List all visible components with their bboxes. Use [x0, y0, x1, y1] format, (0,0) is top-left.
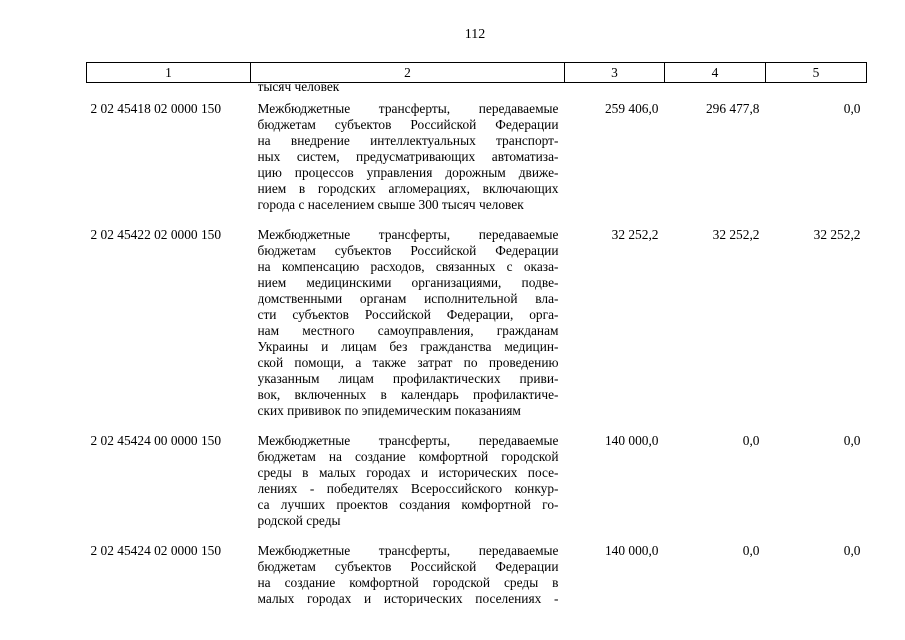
- budget-code: 2 02 45424 00 0000 150: [90, 433, 222, 448]
- description-line: родской среды: [257, 513, 341, 528]
- amount-col5: 0,0: [843, 543, 861, 558]
- amount-col4: 0,0: [742, 433, 760, 448]
- page-number: 112: [464, 27, 486, 42]
- budget-code: 2 02 45418 02 0000 150: [90, 101, 222, 116]
- header-col-3: 3: [565, 63, 665, 83]
- amount-col4: 296 477,8: [705, 101, 760, 116]
- continuation-row: [87, 83, 867, 96]
- amount-col5: 0,0: [843, 433, 861, 448]
- amount-col3: 259 406,0: [604, 101, 659, 116]
- description-line: нием в городских агломерациях, включающих: [257, 181, 559, 196]
- amount-col3: 140 000,0: [604, 543, 659, 558]
- amount-col4: 32 252,2: [712, 227, 760, 242]
- row-description: [251, 423, 565, 533]
- description-line: нам местного самоуправления, гражданам: [257, 323, 559, 338]
- row-description: [251, 533, 565, 611]
- description-line: Межбюджетные трансферты, передаваемые: [257, 101, 559, 116]
- description-line: вок, включенных в календарь профилактиче-: [257, 387, 559, 402]
- row-description: [251, 217, 565, 423]
- description-line: ских прививок по эпидемическим показаниям: [257, 403, 521, 418]
- header-row: [87, 63, 867, 83]
- description-line: цию процессов управления дорожным движе-: [257, 165, 559, 180]
- table-body: [87, 83, 867, 612]
- description-line: малых городах и исторических поселениях -: [257, 591, 559, 606]
- description-line: бюджетам на создание комфортной городской: [257, 449, 559, 464]
- budget-code: 2 02 45424 02 0000 150: [90, 543, 222, 558]
- description-line: Межбюджетные трансферты, передаваемые: [257, 227, 559, 242]
- description-line: Межбюджетные трансферты, передаваемые: [257, 543, 559, 558]
- amount-col4: 0,0: [742, 543, 760, 558]
- row-description: [251, 95, 565, 217]
- table-row: [87, 533, 867, 611]
- table-row: [87, 423, 867, 533]
- description-line: на компенсацию расходов, связанных с оказа-: [257, 259, 559, 274]
- table-row: [87, 95, 867, 217]
- description-line: бюджетам субъектов Российской Федерации: [257, 559, 559, 574]
- description-line: нием медицинскими организациями, подве-: [257, 275, 559, 290]
- amount-col3: 32 252,2: [611, 227, 659, 242]
- header-col-1: 1: [87, 63, 251, 83]
- description-line: Межбюджетные трансферты, передаваемые: [257, 433, 559, 448]
- amount-col5: 32 252,2: [813, 227, 861, 242]
- description-line: сти субъектов Российской Федерации, орга-: [257, 307, 559, 322]
- description-line: бюджетам субъектов Российской Федерации: [257, 117, 559, 132]
- table-header: [87, 63, 867, 83]
- description-line: ской помощи, а также затрат по проведению: [257, 355, 559, 370]
- description-line: бюджетам субъектов Российской Федерации: [257, 243, 559, 258]
- table-row: [87, 217, 867, 423]
- description-line: на внедрение интеллектуальных транспорт-: [257, 133, 559, 148]
- description-line: среды в малых городах и исторических посе-: [257, 465, 559, 480]
- description-line: на создание комфортной городской среды в: [257, 575, 559, 590]
- description-line: домственными органам исполнительной вла-: [257, 291, 559, 306]
- header-col-5: 5: [766, 63, 867, 83]
- amount-col5: 0,0: [843, 101, 861, 116]
- header-col-4: 4: [665, 63, 766, 83]
- description-line: указанным лицам профилактических приви-: [257, 371, 559, 386]
- budget-table: [86, 62, 867, 611]
- amount-col3: 140 000,0: [604, 433, 659, 448]
- description-line: са лучших проектов создания комфортной го-: [257, 497, 559, 512]
- description-line: лениях - победителях Всероссийского конкур-: [257, 481, 559, 496]
- description-line: города с населением свыше 300 тысяч человек: [257, 197, 524, 212]
- description-line: Украины и лицам без гражданства медицин-: [257, 339, 559, 354]
- description-line: ных систем, предусматривающих автоматиза-: [257, 149, 559, 164]
- continuation-text: тысяч человек: [257, 82, 340, 91]
- header-col-2: 2: [251, 63, 565, 83]
- budget-code: 2 02 45422 02 0000 150: [90, 227, 222, 242]
